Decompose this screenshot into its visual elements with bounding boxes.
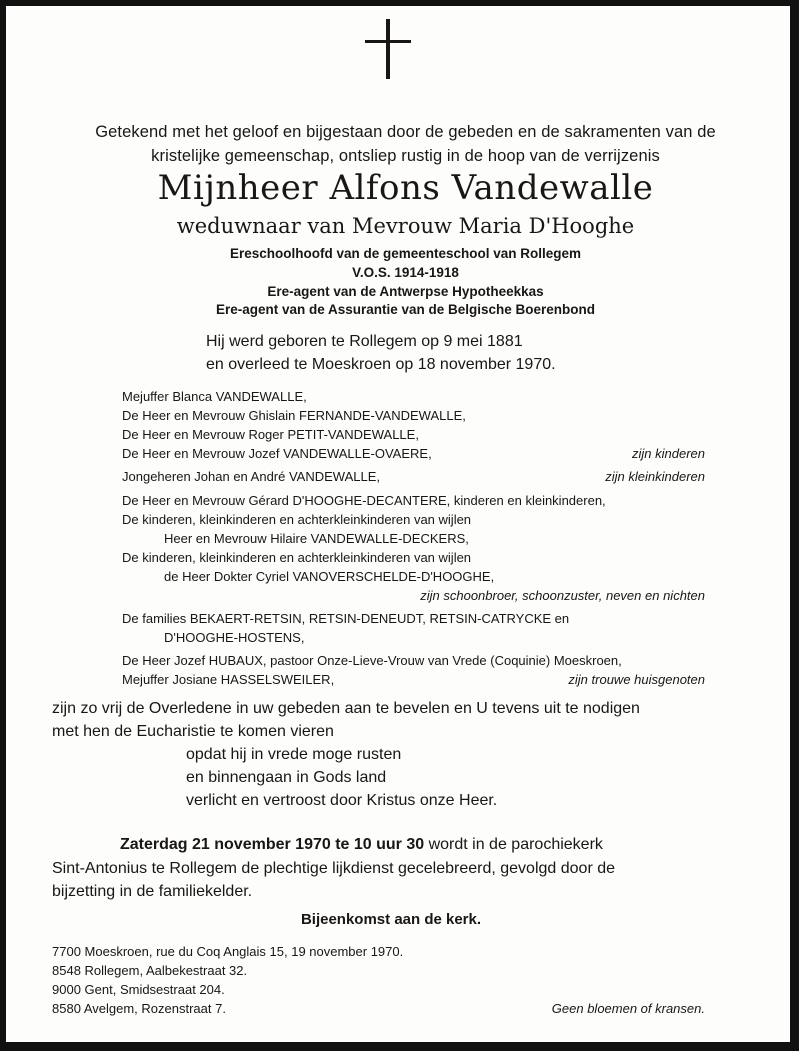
service-line-1-rest: wordt in de parochiekerk xyxy=(424,836,603,853)
household-role: zijn trouwe huisgenoten xyxy=(568,672,705,687)
service-line-1 xyxy=(120,836,603,854)
intro-line-2: kristelijke gemeenschap, ontsliep rustig in de hoop van de verrijzenis xyxy=(151,147,660,165)
family-line: Mejuffer Josiane HASSELSWEILER, xyxy=(122,672,335,687)
family-line: Heer en Mevrouw Hilaire VANDEWALLE-DECKERS, xyxy=(164,531,469,546)
address-line: 7700 Moeskroen, rue du Coq Anglais 15, 19 november 1970. xyxy=(52,944,404,959)
inlaws-role: zijn schoonbroer, schoonzuster, neven en nichten xyxy=(420,588,705,603)
family-line: D'HOOGHE-HOSTENS, xyxy=(164,630,305,645)
death-line: en overleed te Moeskroen op 18 november 1970. xyxy=(206,356,556,373)
family-line: De families BEKAERT-RETSIN, RETSIN-DENEUDT, RETSIN-CATRYCKE en xyxy=(122,611,570,626)
family-line: De Heer en Mevrouw Gérard D'HOOGHE-DECANTERE, kinderen en kleinkinderen, xyxy=(122,493,606,508)
service-line-3: bijzetting in de familiekelder. xyxy=(52,883,253,900)
children-role: zijn kinderen xyxy=(632,446,705,461)
widower-line: weduwnaar van Mevrouw Maria D'Hooghe xyxy=(176,214,635,238)
prayer-line-3: verlicht en vertroost door Kristus onze Heer. xyxy=(186,792,498,809)
family-line: De Heer en Mevrouw Jozef VANDEWALLE-OVAERE, xyxy=(122,446,432,461)
grandchildren-role: zijn kleinkinderen xyxy=(605,469,705,484)
family-line: Jongeheren Johan en André VANDEWALLE, xyxy=(122,469,380,484)
birth-line: Hij werd geboren te Rollegem op 9 mei 1881 xyxy=(206,333,523,350)
gathering-note: Bijeenkomst aan de kerk. xyxy=(300,911,482,928)
prayer-line-2: en binnengaan in Gods land xyxy=(186,769,387,786)
invite-line-2: met hen de Eucharistie te komen vieren xyxy=(52,723,334,740)
no-flowers-note: Geen bloemen of kransen. xyxy=(551,1001,705,1016)
service-date: Zaterdag 21 november 1970 te 10 uur 30 xyxy=(120,836,425,853)
family-line: De kinderen, kleinkinderen en achterkleinkinderen van wijlen xyxy=(122,512,472,527)
title-line-4: Ere-agent van de Assurantie van de Belgische Boerenbond xyxy=(215,302,596,317)
title-line-3: Ere-agent van de Antwerpse Hypotheekkas xyxy=(267,284,544,299)
family-line: De Heer en Mevrouw Roger PETIT-VANDEWALLE, xyxy=(122,427,419,442)
title-line-2: V.O.S. 1914-1918 xyxy=(352,265,459,280)
cross-icon xyxy=(386,19,390,79)
family-line: De Heer en Mevrouw Ghislain FERNANDE-VANDEWALLE, xyxy=(122,408,466,423)
address-line: 9000 Gent, Smidsestraat 204. xyxy=(52,982,225,997)
invite-line-1: zijn zo vrij de Overledene in uw gebeden aan te bevelen en U tevens uit te nodigen xyxy=(52,700,640,717)
family-line: De kinderen, kleinkinderen en achterkleinkinderen van wijlen xyxy=(122,550,472,565)
family-line: De Heer Jozef HUBAUX, pastoor Onze-Lieve-Vrouw van Vrede (Coquinie) Moeskroen, xyxy=(122,653,622,668)
title-line-1: Ereschoolhoofd van de gemeenteschool van Rollegem xyxy=(229,246,582,261)
family-line: Mejuffer Blanca VANDEWALLE, xyxy=(122,389,307,404)
deceased-name: Mijnheer Alfons Vandewalle xyxy=(157,168,654,208)
intro-line-1: Getekend met het geloof en bijgestaan door de gebeden en de sakramenten van de xyxy=(95,123,716,141)
address-line: 8580 Avelgem, Rozenstraat 7. xyxy=(52,1001,226,1016)
family-line: de Heer Dokter Cyriel VANOVERSCHELDE-D'HOOGHE, xyxy=(164,569,495,584)
service-line-2: Sint-Antonius te Rollegem de plechtige lijkdienst gecelebreerd, gevolgd door de xyxy=(52,860,616,877)
cross-icon-bar xyxy=(365,40,411,43)
address-line: 8548 Rollegem, Aalbekestraat 32. xyxy=(52,963,248,978)
prayer-line-1: opdat hij in vrede moge rusten xyxy=(186,746,402,763)
